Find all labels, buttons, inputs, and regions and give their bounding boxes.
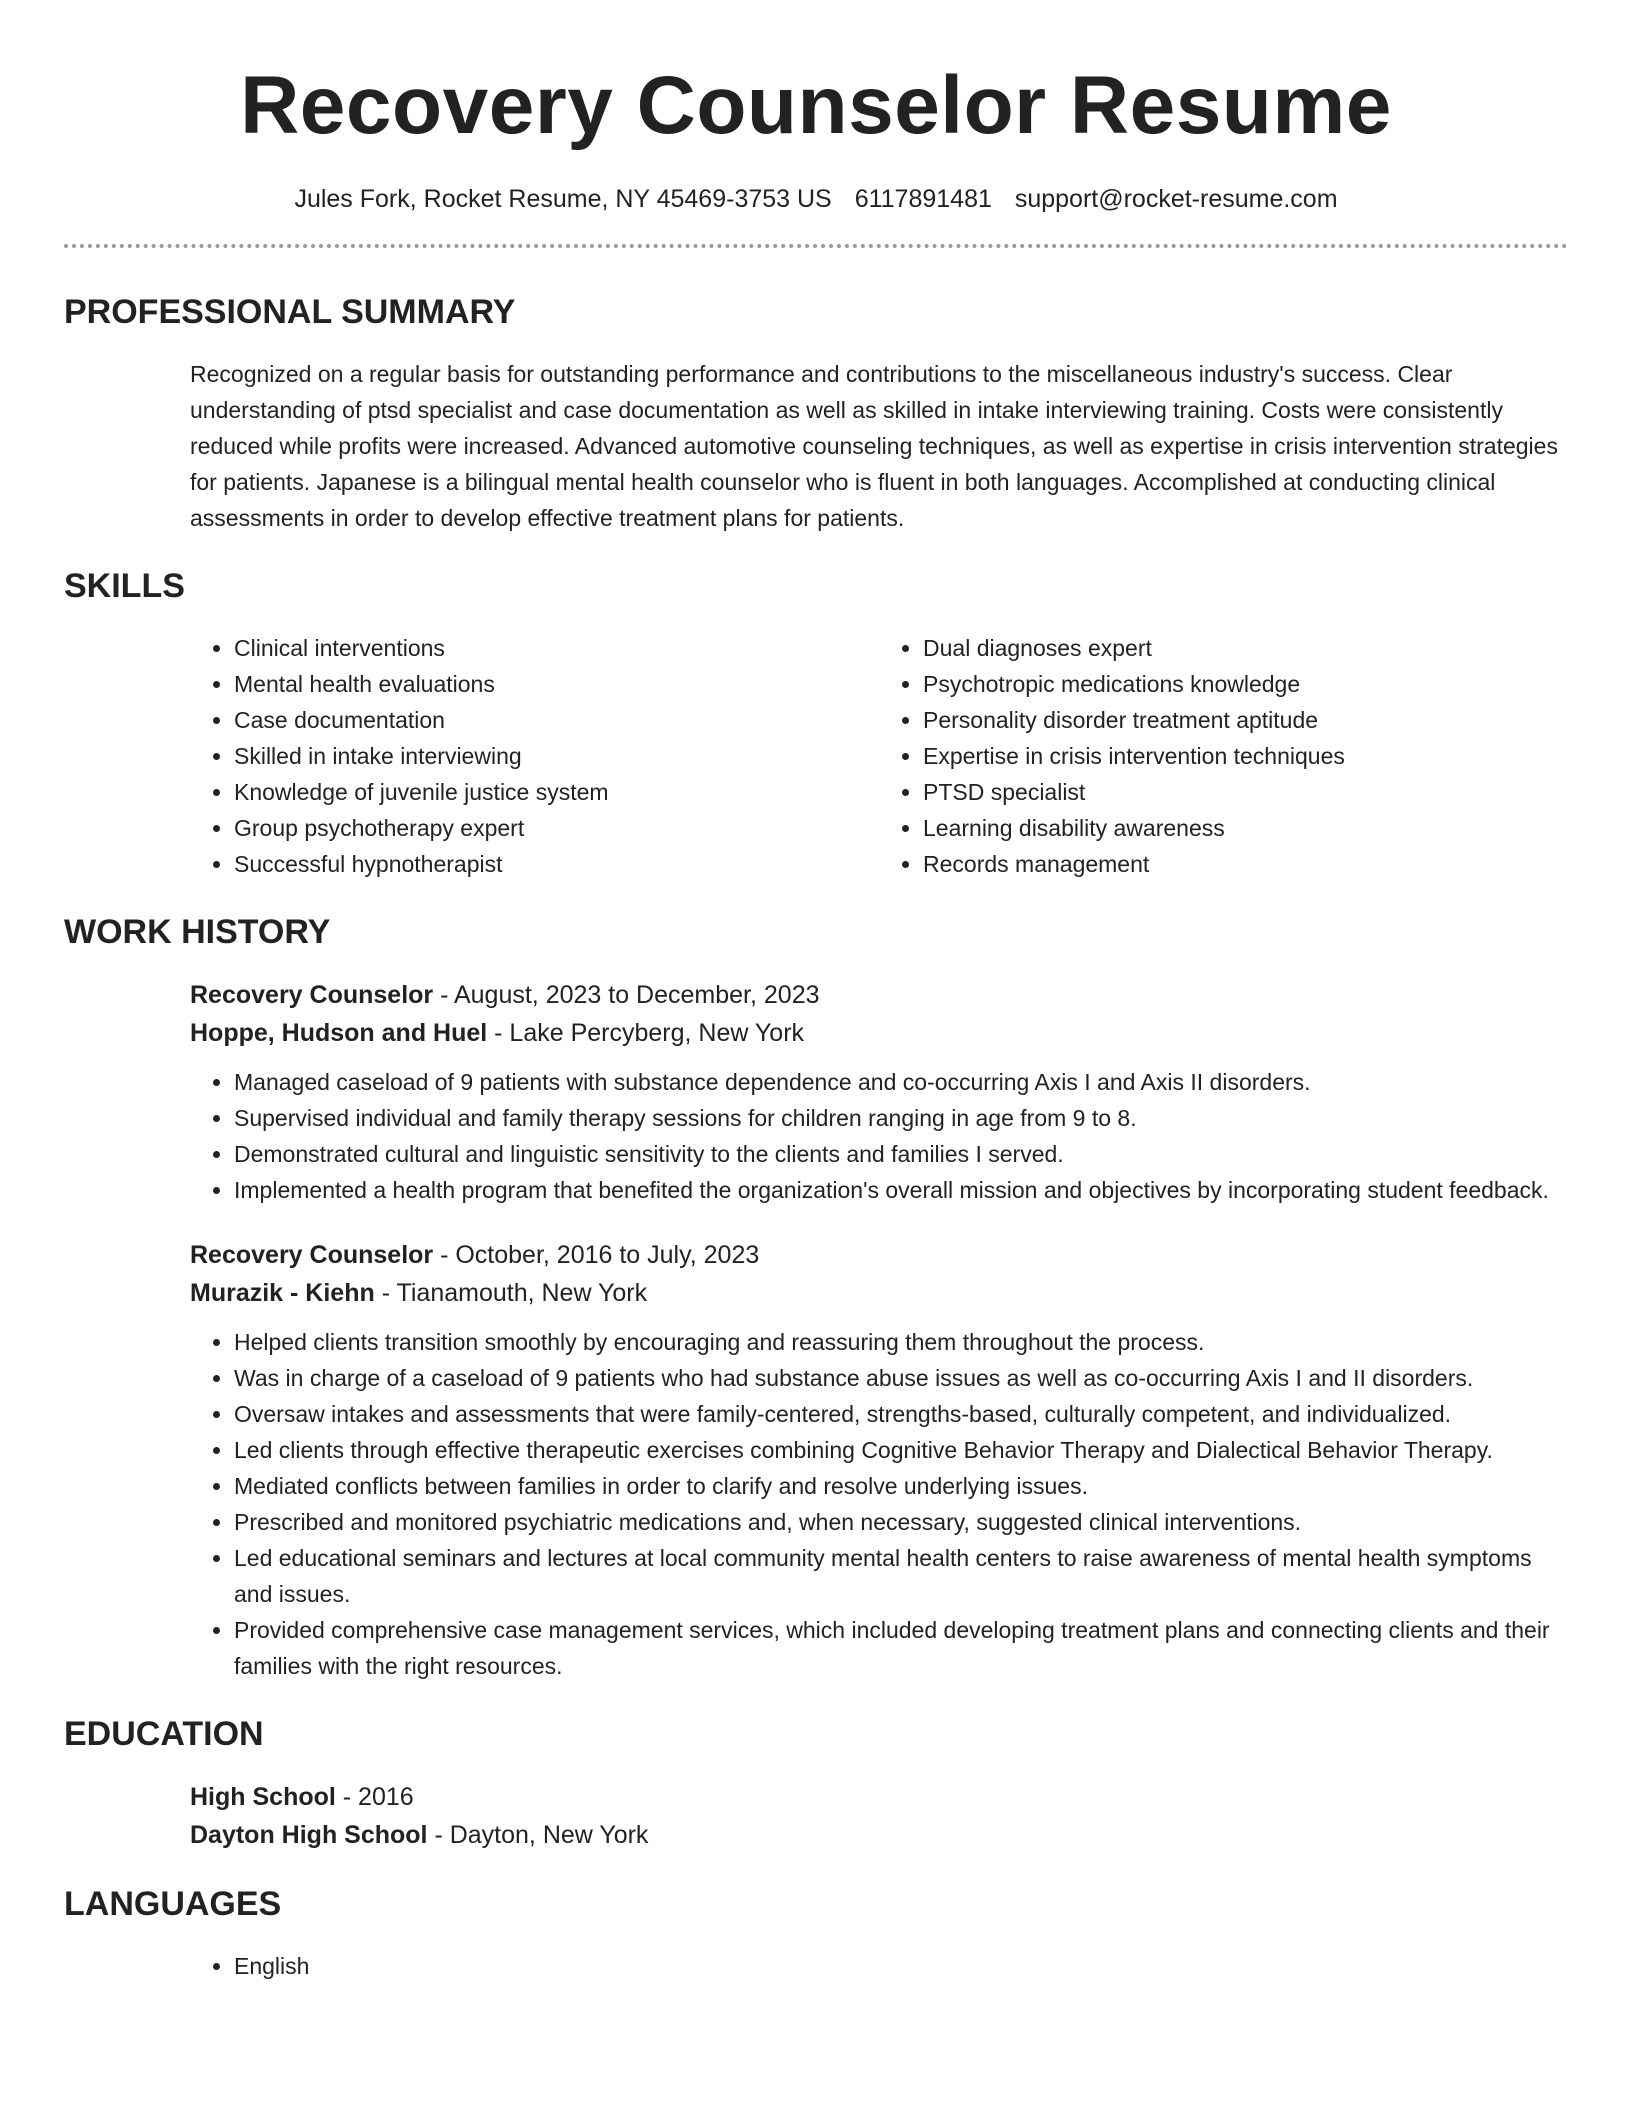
- job-company: Murazik - Kiehn: [190, 1279, 375, 1307]
- skills-list-left: [190, 630, 879, 882]
- languages-body: [190, 1948, 1568, 1984]
- work-body: [190, 976, 1568, 1684]
- resume-title: Recovery Counselor Resume: [240, 60, 1392, 151]
- skill-item: • Mental health evaluations: [234, 666, 879, 702]
- education-school: Dayton High School: [190, 1821, 428, 1849]
- skill-item: • Group psychotherapy expert: [234, 810, 879, 846]
- skill-item: • Clinical interventions: [234, 630, 879, 666]
- work-heading: WORK HISTORY: [64, 913, 331, 951]
- skills-heading: SKILLS: [64, 567, 185, 605]
- job-bullets: [190, 1064, 1568, 1208]
- work-section: [64, 912, 1568, 1684]
- contact-address: Jules Fork, Rocket Resume, NY 45469-3753 US: [294, 185, 832, 213]
- skill-item: • Dual diagnoses expert: [923, 630, 1568, 666]
- job-bullet: • Implemented a health program that benefited the organization's overall mission and objectives by incorporating student feedback.: [234, 1172, 1568, 1208]
- education-degree: High School: [190, 1783, 336, 1811]
- skill-item: • Psychotropic medications knowledge: [923, 666, 1568, 702]
- contact-phone: 6117891481: [854, 185, 992, 213]
- summary-section: [64, 292, 1568, 536]
- job-bullet: • Managed caseload of 9 patients with substance dependence and co-occurring Axis I and Axis II disorders.: [234, 1064, 1568, 1100]
- skills-body: [190, 630, 1568, 882]
- education-school-line: [190, 1816, 1568, 1854]
- job-entry: [190, 976, 1568, 1208]
- contact-email: support@rocket-resume.com: [1014, 185, 1338, 213]
- skill-item: • Skilled in intake interviewing: [234, 738, 879, 774]
- job-company-line: [190, 1014, 1568, 1052]
- education-degree-line: [190, 1778, 1568, 1816]
- languages-heading: LANGUAGES: [64, 1885, 282, 1923]
- job-bullet: • Prescribed and monitored psychiatric medications and, when necessary, suggested clinical interventions.: [234, 1504, 1568, 1540]
- skill-item: • PTSD specialist: [923, 774, 1568, 810]
- skill-item: • Personality disorder treatment aptitude: [923, 702, 1568, 738]
- language-item: • English: [234, 1948, 1568, 1984]
- skill-item: • Expertise in crisis intervention techniques: [923, 738, 1568, 774]
- skills-section: [64, 566, 1568, 882]
- skill-item: • Learning disability awareness: [923, 810, 1568, 846]
- job-dates: - October, 2016 to July, 2023: [433, 1241, 760, 1269]
- summary-text: Recognized on a regular basis for outstanding performance and contributions to the miscellaneous industry's success. Clear understanding of ptsd specialist and case documentation as well as skilled in intake interviewing training. Costs were consistently reduced while profits were increased. Advanced automotive counseling techniques, as well as expertise in crisis intervention strategies for patients. Japanese is a bilingual mental health counselor who is fluent in both languages. Accomplished at conducting clinical assessments in order to develop effective treatment plans for patients.: [190, 361, 1558, 531]
- job-company: Hoppe, Hudson and Huel: [190, 1019, 488, 1047]
- education-section: [64, 1714, 1568, 1854]
- summary-body: [190, 356, 1568, 536]
- education-location: - Dayton, New York: [427, 1821, 649, 1849]
- skill-item: • Records management: [923, 846, 1568, 882]
- skills-list-right: [879, 630, 1568, 882]
- job-title-line: [190, 976, 1568, 1014]
- contact-line: [64, 182, 1568, 216]
- job-bullet: • Led clients through effective therapeutic exercises combining Cognitive Behavior Therapy and Dialectical Behavior Therapy.: [234, 1432, 1568, 1468]
- resume-page: [64, 0, 1568, 1984]
- job-title-line: [190, 1236, 1568, 1274]
- job-bullet: • Supervised individual and family therapy sessions for children ranging in age from 9 to 8.: [234, 1100, 1568, 1136]
- skills-grid: [190, 630, 1568, 882]
- skill-item: • Knowledge of juvenile justice system: [234, 774, 879, 810]
- skill-item: • Case documentation: [234, 702, 879, 738]
- job-bullet: • Was in charge of a caseload of 9 patients who had substance abuse issues as well as co-occurring Axis I and II disorders.: [234, 1360, 1568, 1396]
- job-bullet: • Helped clients transition smoothly by encouraging and reassuring them throughout the process.: [234, 1324, 1568, 1360]
- education-heading: EDUCATION: [64, 1715, 264, 1753]
- job-bullet: • Demonstrated cultural and linguistic sensitivity to the clients and families I served.: [234, 1136, 1568, 1172]
- job-bullets: [190, 1324, 1568, 1684]
- header-divider: [64, 244, 1568, 248]
- job-bullet: • Mediated conflicts between families in order to clarify and resolve underlying issues.: [234, 1468, 1568, 1504]
- job-location: - Lake Percyberg, New York: [487, 1019, 805, 1047]
- job-entry: [190, 1236, 1568, 1684]
- job-bullet: • Provided comprehensive case management services, which included developing treatment plans and connecting clients and their families with the right resources.: [234, 1612, 1568, 1684]
- languages-section: [64, 1884, 1568, 1984]
- job-title: Recovery Counselor: [190, 1241, 434, 1269]
- education-year: - 2016: [335, 1783, 414, 1811]
- job-company-line: [190, 1274, 1568, 1312]
- job-location: - Tianamouth, New York: [374, 1279, 648, 1307]
- education-body: [190, 1778, 1568, 1854]
- job-bullet: • Oversaw intakes and assessments that were family-centered, strengths-based, culturally competent, and individualized.: [234, 1396, 1568, 1432]
- job-title: Recovery Counselor: [190, 981, 434, 1009]
- summary-heading: PROFESSIONAL SUMMARY: [64, 293, 516, 331]
- languages-list: [190, 1948, 1568, 1984]
- job-dates: - August, 2023 to December, 2023: [433, 981, 820, 1009]
- job-bullet: • Led educational seminars and lectures at local community mental health centers to raise awareness of mental health symptoms and issues.: [234, 1540, 1568, 1612]
- skill-item: • Successful hypnotherapist: [234, 846, 879, 882]
